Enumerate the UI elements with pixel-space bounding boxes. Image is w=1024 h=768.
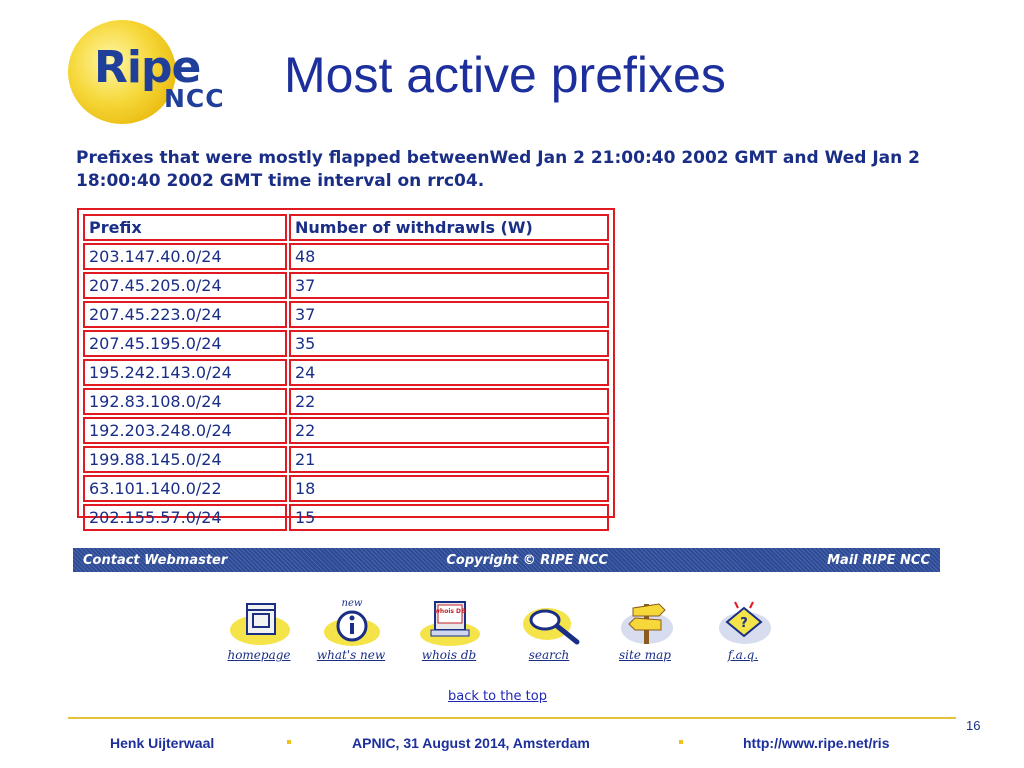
prefix-cell: 202.155.57.0/24 (83, 504, 287, 531)
footer-author: Henk Uijterwaal (110, 735, 215, 751)
nav-item-whats-new[interactable] (306, 594, 396, 670)
column-header-withdrawals: Number of withdrawls (W) (289, 214, 609, 241)
nav-item-faq[interactable] (698, 594, 788, 670)
nav-label: whois db (421, 648, 477, 662)
nav-label: homepage (227, 648, 291, 662)
nav-item-search[interactable] (504, 594, 594, 670)
withdrawals-cell: 35 (289, 330, 609, 357)
column-header-prefix: Prefix (83, 214, 287, 241)
prefix-cell: 207.45.223.0/24 (83, 301, 287, 328)
withdrawals-cell: 22 (289, 388, 609, 415)
nav-label: search (528, 648, 570, 662)
new-badge: new (341, 598, 363, 609)
withdrawals-cell: 22 (289, 417, 609, 444)
prefix-cell: 192.83.108.0/24 (83, 388, 287, 415)
prefix-cell: 195.242.143.0/24 (83, 359, 287, 386)
table-row (83, 330, 609, 357)
prefix-cell: 203.147.40.0/24 (83, 243, 287, 270)
nav-label: what's new (316, 648, 386, 662)
slide-title: Most active prefixes (284, 47, 726, 103)
nav-item-homepage[interactable] (214, 594, 304, 670)
site-map-icon (615, 596, 677, 648)
whois-badge: whois DB (434, 608, 466, 615)
prefix-cell: 199.88.145.0/24 (83, 446, 287, 473)
table-header-row (83, 214, 609, 241)
mail-ripe-ncc-link[interactable]: Mail RIPE NCC (827, 552, 930, 568)
prefix-cell: 63.101.140.0/22 (83, 475, 287, 502)
svg-text:?: ? (740, 616, 748, 631)
whois-db-icon (419, 596, 481, 648)
nav-label: f.a.q. (727, 648, 759, 662)
withdrawals-cell: 24 (289, 359, 609, 386)
search-icon (519, 596, 581, 648)
homepage-icon (229, 596, 291, 648)
table-row (83, 243, 609, 270)
prefix-table (77, 208, 615, 527)
slide-number: 16 (966, 718, 981, 733)
footer-bullet (679, 740, 683, 744)
back-to-top-link[interactable]: back to the top (448, 689, 547, 704)
table-caption: Prefixes that were mostly flapped betweenWed Jan 2 21:00:40 2002 GMT and Wed Jan 2 18:00:40 2002 GMT time interval on rrc04. (76, 148, 921, 191)
whats-new-icon (321, 596, 383, 648)
withdrawals-cell: 37 (289, 272, 609, 299)
withdrawals-cell: 48 (289, 243, 609, 270)
ripe-ncc-logo (64, 18, 264, 128)
table-row (83, 272, 609, 299)
copyright-link[interactable]: Copyright © RIPE NCC (446, 552, 609, 568)
prefix-cell: 207.45.205.0/24 (83, 272, 287, 299)
table-row (83, 475, 609, 502)
logo-ncc-text: NCC (164, 84, 225, 113)
withdrawals-cell: 37 (289, 301, 609, 328)
icon-navigation (214, 594, 794, 674)
site-footer-bar (73, 548, 940, 572)
footer-divider (68, 717, 956, 719)
logo-ripe-text: Ripe (94, 42, 201, 93)
withdrawals-cell: 15 (289, 504, 609, 531)
prefix-cell: 192.203.248.0/24 (83, 417, 287, 444)
withdrawals-cell: 21 (289, 446, 609, 473)
nav-label: site map (619, 648, 671, 662)
footer-url[interactable]: http://www.ripe.net/ris (743, 735, 890, 751)
table-row (83, 301, 609, 328)
contact-webmaster-link[interactable]: Contact Webmaster (83, 552, 228, 568)
faq-icon (713, 596, 775, 648)
table-row (83, 446, 609, 473)
table-row (83, 504, 609, 531)
table-row (83, 359, 609, 386)
nav-item-whois-db[interactable] (404, 594, 494, 670)
withdrawals-cell: 18 (289, 475, 609, 502)
footer-event: APNIC, 31 August 2014, Amsterdam (352, 735, 590, 751)
nav-item-site-map[interactable] (600, 594, 690, 670)
table-row (83, 388, 609, 415)
prefix-cell: 207.45.195.0/24 (83, 330, 287, 357)
table-row (83, 417, 609, 444)
footer-bullet (287, 740, 291, 744)
